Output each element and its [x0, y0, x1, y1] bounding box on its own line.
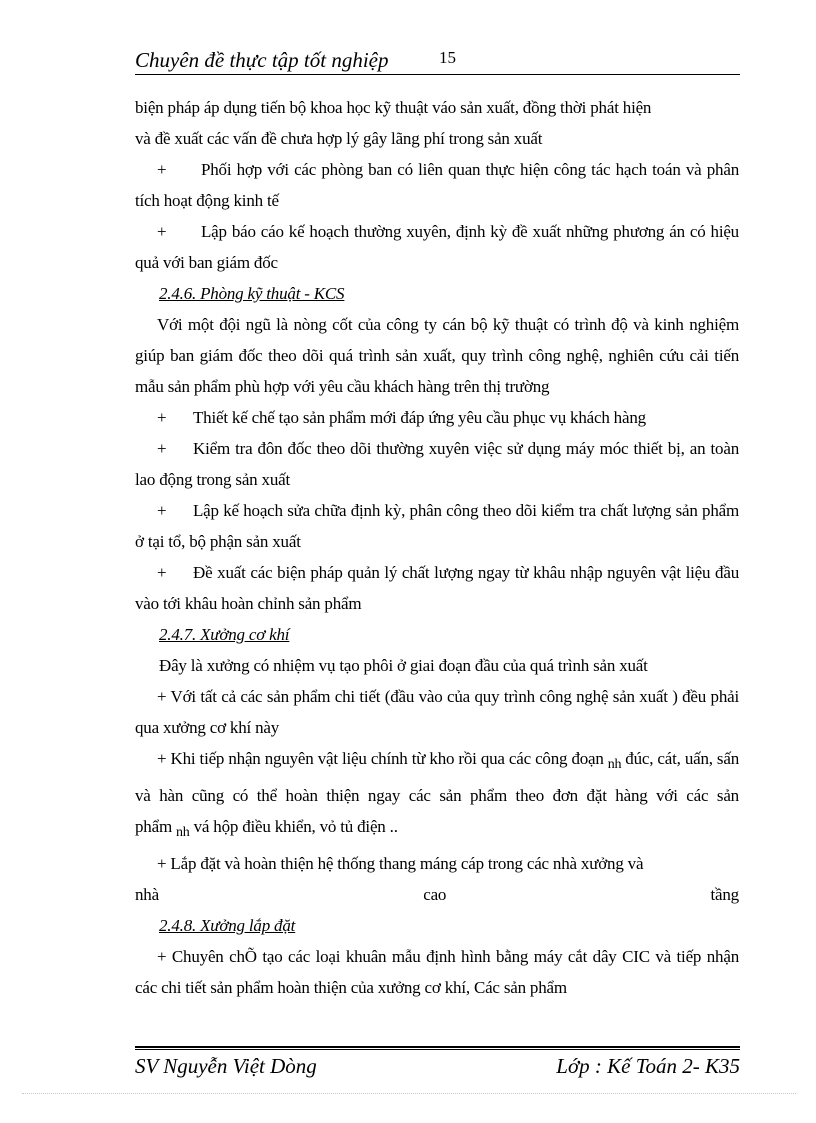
paragraph-line: và đề xuất các vấn đề chưa hợp lý gây lãng phí trong sản xuất — [135, 129, 543, 148]
bullet-item — [135, 557, 739, 619]
bullet-text: Lập kế hoạch sửa chữa định kỳ, phân công theo dõi kiểm tra chất lượng sản phẩm ở tại tổ, bộ phận sản xuất — [135, 501, 739, 551]
inline-fragment: nh — [607, 757, 622, 772]
page-header — [135, 46, 740, 75]
section-heading: 2.4.8. Xưởng lắp đặt — [159, 916, 296, 935]
bullet-symbol: + — [157, 408, 167, 427]
bullet-item — [135, 216, 739, 278]
paragraph-line — [135, 879, 739, 910]
bullet-symbol: + — [157, 160, 167, 179]
bullet-text: Phối hợp với các phòng ban có liên quan thực hiện công tác hạch toán và phân tích hoạt động kinh tế — [135, 160, 739, 210]
bullet-item — [135, 433, 739, 495]
bullet-text: Kiểm tra đôn đốc theo dõi thường xuyên việc sử dụng máy móc thiết bị, an toàn lao động trong sản xuất — [135, 439, 739, 489]
footer-student: SV Nguyễn Việt Dòng — [135, 1054, 317, 1078]
bullet-text: Thiết kế chế tạo sản phẩm mới đáp ứng yêu cầu phục vụ khách hàng — [193, 408, 646, 427]
word: tầng — [710, 885, 739, 904]
word: cao — [423, 885, 447, 904]
bullet-item — [135, 402, 739, 433]
bullet-symbol: + — [157, 563, 167, 582]
bullet-symbol: + — [157, 439, 167, 458]
bullet-symbol: + — [157, 222, 167, 241]
header-title: Chuyên đề thực tập tốt nghiệp — [135, 48, 389, 72]
document-body — [135, 92, 739, 1003]
page-footer — [135, 1046, 740, 1080]
paragraph-line: + Lắp đặt và hoàn thiện hệ thống thang máng cáp trong các nhà xưởng và — [157, 854, 644, 873]
bullet-text: Lập báo cáo kế hoạch thường xuyên, định kỳ đề xuất những phương án có hiệu quả với ban giám đốc — [135, 222, 739, 272]
bullet-text: Đề xuất các biện pháp quản lý chất lượng ngay từ khâu nhập nguyên vật liệu đầu vào tới khâu hoàn chỉnh sản phẩm — [135, 563, 739, 613]
word: nhà — [135, 885, 159, 904]
inline-fragment: nh — [175, 825, 190, 840]
page-boundary — [22, 1093, 796, 1094]
paragraph: Đây là xưởng có nhiệm vụ tạo phôi ở giai đoạn đầu của quá trình sản xuất — [159, 656, 648, 675]
paragraph: + Với tất cả các sản phẩm chi tiết (đầu vào của quy trình công nghệ sản xuất ) đều phải qua xưởng cơ khí này — [135, 687, 739, 737]
bullet-symbol: + — [157, 501, 167, 520]
paragraph-text: đúc, cát, uấn, sấn và hàn cũng có thể hoàn thiện ngay các sản phẩm theo đơn đặt hàng với các sản phẩm — [135, 749, 739, 836]
bullet-item — [135, 154, 739, 216]
paragraph: Với một đội ngũ là nòng cốt của công ty cán bộ kỹ thuật có trình độ và kinh nghiệm giúp ban giám đốc theo dõi quá trình sản xuất, quy trình công nghệ, nghiên cứu cải tiến mẫu sản phẩm phù hợp với yêu cầu khách hàng trên thị trường — [135, 315, 739, 396]
section-heading: 2.4.7. Xưởng cơ khí — [159, 625, 290, 644]
bullet-item — [135, 495, 739, 557]
section-heading: 2.4.6. Phòng kỹ thuật - KCS — [159, 284, 345, 303]
paragraph-text: vá hộp điều khiển, vỏ tủ điện .. — [193, 817, 398, 836]
paragraph — [135, 743, 739, 848]
paragraph-text: + Khi tiếp nhận nguyên vật liệu chính từ kho rồi qua các công đoạn — [157, 749, 604, 768]
footer-class: Lớp : Kế Toán 2- K35 — [556, 1054, 740, 1078]
paragraph-line: biện pháp áp dụng tiến bộ khoa học kỹ thuật váo sản xuất, đồng thời phát hiện — [135, 98, 652, 117]
paragraph: + Chuyên chÕ tạo các loại khuân mẫu định hình bằng máy cắt dây CIC và tiếp nhận các chi tiết sản phẩm hoàn thiện của xưởng cơ khí, Các sản phẩm — [135, 947, 739, 997]
page-number: 15 — [439, 48, 456, 67]
